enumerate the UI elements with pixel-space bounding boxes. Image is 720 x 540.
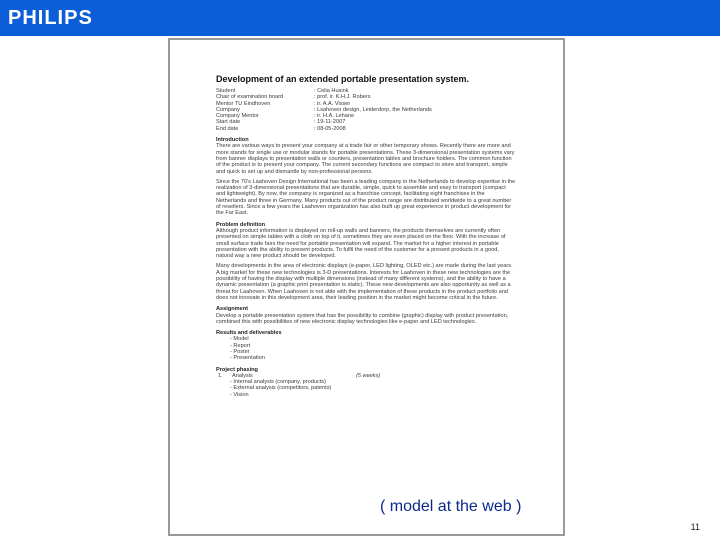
meta-value: : 19-11-2007	[314, 119, 346, 126]
meta-key: Company	[216, 106, 240, 113]
document-sections	[216, 137, 516, 362]
document-meta	[216, 88, 516, 132]
phase-title: Analysis	[232, 372, 253, 379]
document-section	[216, 330, 516, 361]
meta-value: : ir. A.A. Visser	[314, 100, 351, 107]
meta-value: : 08-05-2008	[314, 125, 346, 132]
section-paragraph: Since the 70's Laahoven Design International has been a leading company in the Netherlands to develop expertise in the realization of 3-dimensional presentations that are durable, simple, quick to assemble and easy to transport (compact and lightweight). By now, the company is organized as a franchise concept, facilitating eight franchises in the Netherlands and three in Germany. Many products out of the product range are distributed worldwide to a great number of resellers. Since a few years the Laahoven organization has also built up great experience in product development for the Far East.	[216, 178, 516, 217]
list-bullet: -	[230, 342, 234, 349]
section-heading: Assignment	[216, 306, 249, 313]
phase-subitem-label: Vision	[233, 391, 249, 398]
project-phasing	[216, 367, 516, 398]
deliverable-item	[216, 355, 516, 361]
list-bullet: -	[230, 391, 234, 398]
document-section	[216, 306, 516, 325]
meta-key: End date	[216, 125, 239, 132]
section-paragraph: Many developments in the area of electronic displays (e-paper, LED lighting, OLED etc.) are made during the last years. A big market for these new technologies is 3-D presentations. Interests for Laahoven in these new technologies are the possibility of having the display with multiple dimensions (instead of many different systems), and the ability to have a dynamic presentation (a graphic print presentation is static). These new developments are also opportunity as well as a threat for Laahoven. When Laahoven is not able with the implementation of these products in the product portfolio and does not innovate in this development area, their leading position in the market might become critical in the future.	[216, 263, 513, 301]
page-number: 11	[690, 522, 700, 532]
meta-key: Chair of examination board	[216, 94, 284, 101]
header-bar	[0, 0, 720, 36]
document-section	[216, 222, 516, 302]
meta-key: Company Mentor	[216, 113, 259, 120]
phase-subitem-label: Internal analysis (company, products)	[233, 379, 326, 386]
section-heading: Introduction	[216, 137, 249, 144]
deliverable-label: Poster	[233, 348, 250, 355]
document-section	[216, 137, 516, 217]
meta-value: : ir. H.A. Lehane	[314, 113, 355, 120]
phase-duration: (5 weeks)	[356, 372, 381, 379]
list-bullet: -	[230, 336, 234, 343]
caption: ( model at the web )	[380, 498, 522, 515]
list-bullet: -	[230, 355, 234, 362]
section-paragraph: Develop a portable presentation system that has the possibility to combine (graphic) display with product presentation, combined this with possibilities of new electronic display technologies like e-paper and LED technologies.	[216, 312, 509, 325]
phase-subitem-label: External analysis (competitors, patents)	[233, 385, 332, 392]
document-content	[216, 74, 516, 398]
section-heading: Project phasing	[216, 366, 258, 373]
deliverable-label: Model	[233, 336, 249, 343]
section-paragraph: Although product information is displayed on roll-up walls and banners, the products themselves are currently often presented on simple tables with a cloth on top of it, sometimes they are even placed on the floor. With the increase of small surface trade fairs the need for portable presentation will expand. The market for a higher interest in portable presentation with the ability to present products. To fulfil the need of the customer for a present products in a good, natural way a new product should be developed.	[216, 227, 506, 260]
deliverable-label: Report	[233, 342, 251, 349]
meta-value: : Celia Husink	[314, 88, 349, 94]
meta-key: Student	[216, 88, 236, 94]
meta-value: : Lsahoven design, Leiderdorp, the Netherlands	[314, 106, 432, 113]
document-title: Development of an extended portable presentation system.	[216, 74, 470, 84]
meta-value: : prof. ir. K.H.J. Robers	[314, 94, 371, 101]
section-paragraph: There are various ways to present your company at a trade fair or other temporary shows. Recently there are more and more stands for single use or modular stands for portable presentations. These 3-dimensional presentation systems vary from banner displays to presentation walls or counters, presentation tables and brochure holders. The common function of the product is to present your company. The current secondary functions are compact to store and transport, simple and quick to set up and dismantle by non-professional persons.	[216, 143, 515, 175]
philips-logo: PHILIPS	[8, 7, 93, 29]
list-bullet: -	[230, 379, 234, 386]
phase-subitem	[216, 392, 516, 398]
list-bullet: -	[230, 348, 234, 355]
list-bullet: -	[230, 385, 234, 392]
meta-key: Mentor TU Eindhoven	[216, 100, 271, 107]
meta-key: Start date	[216, 119, 241, 126]
deliverable-label: Presentation	[233, 355, 265, 362]
document-page	[168, 38, 565, 536]
section-heading: Problem definition	[216, 221, 266, 228]
meta-row	[216, 126, 516, 132]
section-heading: Results and deliverables	[216, 330, 282, 337]
phase-number: 1.	[218, 372, 223, 379]
